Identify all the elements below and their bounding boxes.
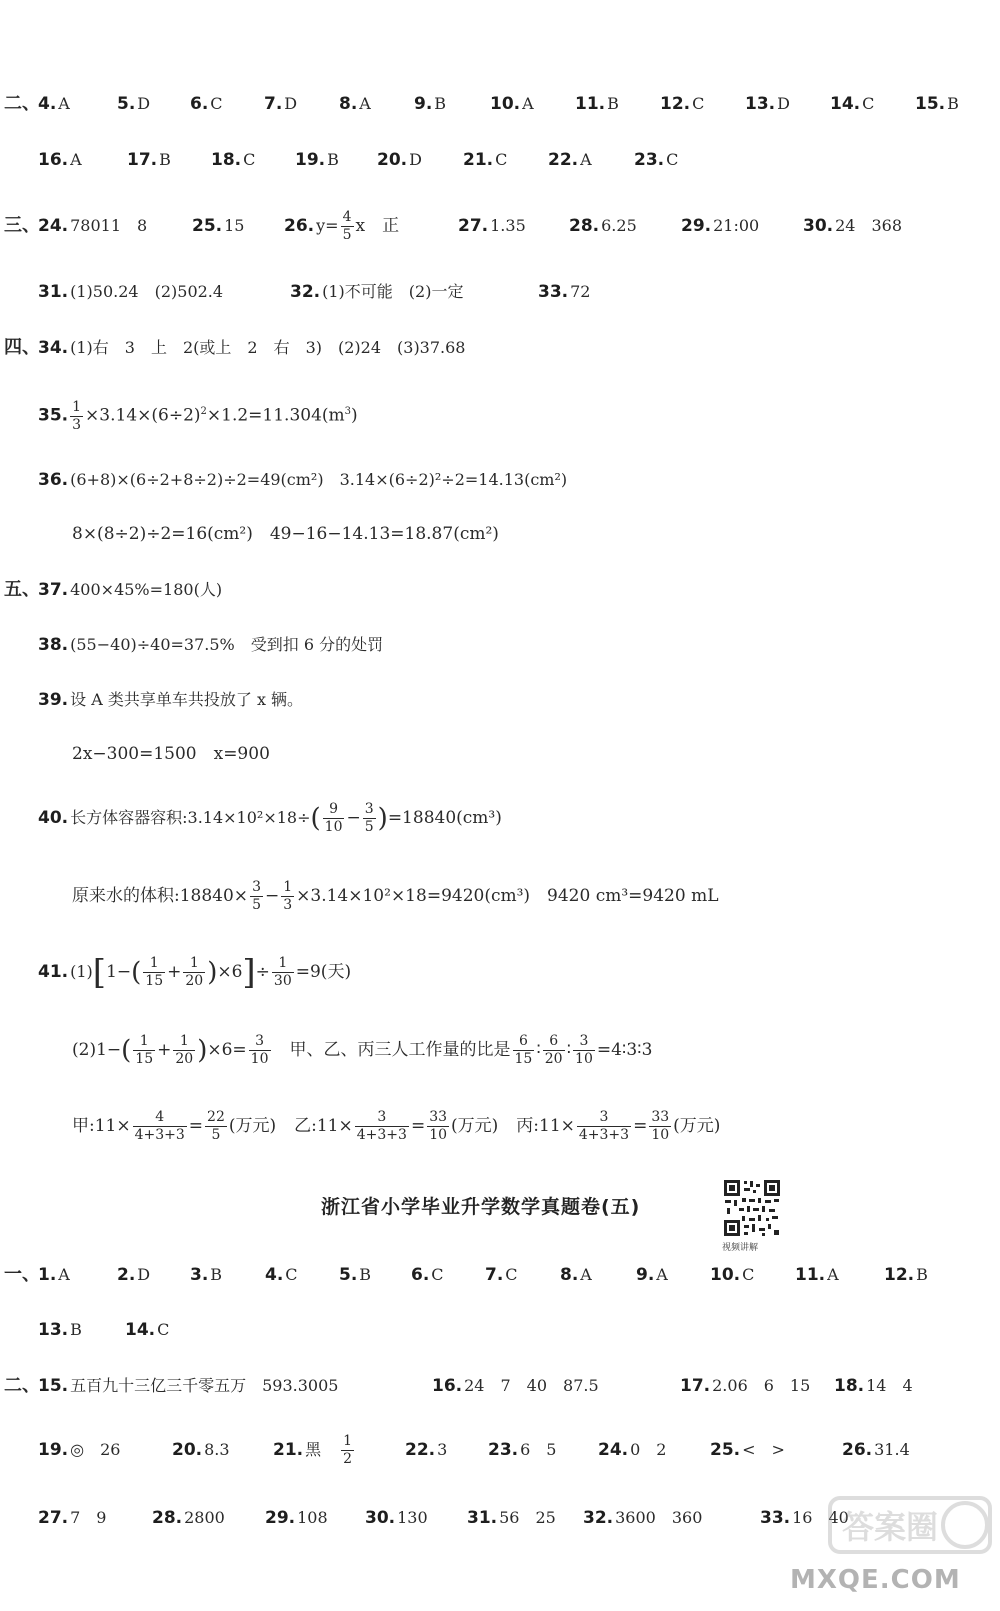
- answer-row-5a-38: [0, 627, 1000, 663]
- section-prefix: 五、: [4, 579, 40, 600]
- answer-item: 16. 24 7 40 87.5: [432, 1376, 599, 1396]
- fraction: $\frac{3}{4+3+3}$: [578, 1109, 630, 1143]
- watermark-logo-text: 答案圈: [842, 1508, 939, 1546]
- answer-item: 34. (1)右 3 上 2(或上 2 右 3) (2)24 (3)37.68: [38, 338, 466, 358]
- answer-item: 9. B: [414, 94, 447, 114]
- answer-item: 31. 56 25: [467, 1508, 556, 1528]
- fraction: $\frac{3}{5}$: [364, 801, 374, 835]
- answer-item: 26. 31.4: [842, 1440, 910, 1460]
- answer-item: 39. 设 A 类共享单车共投放了 x 辆。: [38, 690, 304, 710]
- answer-item: 14. C: [830, 94, 875, 114]
- answer-item: 29. 108: [265, 1508, 328, 1528]
- answer-item: 13. B: [38, 1320, 82, 1340]
- answer-item: 7. C: [485, 1265, 518, 1285]
- fraction: $\frac{3}{4+3+3}$: [356, 1109, 407, 1143]
- answer-item: 11. B: [575, 94, 619, 114]
- answer-item: 32. 3600 360: [583, 1508, 703, 1528]
- answer-item: 23. 6 5: [488, 1440, 557, 1460]
- answer-row-5a-39: [0, 682, 1000, 718]
- answer-item: 15. B: [915, 94, 959, 114]
- answer-line: (2)1−( $\frac{1}{15}$ + $\frac{1}{20}$ )×6= $\frac{3}{10}$ 甲、乙、丙三人工作量的比是 $\frac{6}{15}$ ∶ $\frac{6}{20}$ ∶ $\frac{3}{10}$ =4∶3∶3: [72, 1033, 653, 1067]
- answer-item: 22. A: [548, 150, 592, 170]
- answer-item: 14. C: [125, 1320, 170, 1340]
- answer-item: 16. A: [38, 150, 82, 170]
- answer-row-5a-40b: [0, 878, 1000, 914]
- fraction: $\frac{1}{20}$: [185, 955, 204, 989]
- answer-item: 19. B: [295, 150, 339, 170]
- answer-row-3a-2: [0, 274, 1000, 310]
- section-prefix: 一、: [4, 1264, 40, 1285]
- fraction: $\frac{22}{5}$: [207, 1109, 225, 1143]
- answer-row-5a-39b: [0, 736, 1000, 772]
- answer-item: 28. 6.25: [569, 216, 637, 236]
- answer-item: 11. A: [795, 1265, 839, 1285]
- fraction: $\frac{9}{10}$: [324, 801, 343, 835]
- watermark-text: MXQE.COM: [790, 1565, 961, 1595]
- answer-row-2a-2: [0, 142, 1000, 178]
- fraction: $\frac{1}{15}$: [135, 1033, 154, 1067]
- answer-row-5a-40: [0, 800, 1000, 836]
- answer-item: 7. D: [264, 94, 298, 114]
- qr-code-icon[interactable]: [722, 1178, 782, 1238]
- answer-line: 8×(8÷2)÷2=16(cm²) 49−16−14.13=18.87(cm²): [72, 524, 499, 544]
- fraction: $\frac{1}{30}$: [273, 955, 292, 989]
- fraction: $\frac{3}{10}$: [575, 1033, 593, 1067]
- answer-item: 25. 15: [192, 216, 245, 236]
- answer-item: 17. B: [127, 150, 171, 170]
- fraction: $\frac{6}{15}$: [514, 1033, 533, 1067]
- answer-item: 32. (1)不可能 (2)一定: [290, 282, 464, 302]
- answer-item: 41. (1)[1−( $\frac{1}{15}$ + $\frac{1}{20}$ )×6]÷ $\frac{1}{30}$ =9(天): [38, 952, 352, 993]
- answer-item: 19. ◎ 26: [38, 1440, 121, 1460]
- answer-item: 12. C: [660, 94, 705, 114]
- answer-item: 15. 五百九十三亿三千零五万 593.3005: [38, 1376, 339, 1396]
- answer-item: 10. A: [490, 94, 534, 114]
- answer-item: 33. 72: [538, 282, 591, 302]
- answer-item: 35. $\frac{1}{3}$ $\times 3.14\times(6\div 2)^2\times 1.2=11.304(m^3)$: [38, 398, 358, 433]
- answer-item: 21. C: [463, 150, 508, 170]
- fraction: $\frac{1}{2}$: [343, 1433, 353, 1467]
- fraction: $\frac{1}{15}$: [145, 955, 164, 989]
- answer-item: 29. 21:00: [681, 216, 760, 236]
- section-prefix: 二、: [4, 93, 40, 114]
- answer-item: 30. 24 368: [803, 216, 903, 236]
- fraction: $\frac{3}{10}$: [250, 1033, 269, 1067]
- section-prefix: 三、: [4, 215, 40, 236]
- answer-row-4a-36: [0, 462, 1000, 498]
- answer-row-5p-4: [0, 1432, 1000, 1468]
- answer-item: 13. D: [745, 94, 790, 114]
- answer-item: 8. A: [560, 1265, 592, 1285]
- answer-line: 原来水的体积:18840× $\frac{3}{5}$ − $\frac{1}{3}$ ×3.14×10²×18=9420(cm³) 9420 cm³=9420 mL: [72, 879, 719, 913]
- fraction: $\frac{4}{4+3+3}$: [134, 1109, 185, 1143]
- answer-item: 5. D: [117, 94, 151, 114]
- answer-item: 1. A: [38, 1265, 70, 1285]
- answer-item: 5. B: [339, 1265, 372, 1285]
- answer-item: 27. 7 9: [38, 1508, 107, 1528]
- answer-item: 9. A: [636, 1265, 668, 1285]
- answer-item: 31. (1)50.24 (2)502.4: [38, 282, 224, 302]
- answer-item: 12. B: [884, 1265, 928, 1285]
- answer-item: 3. B: [190, 1265, 223, 1285]
- section-prefix: 四、: [4, 337, 40, 358]
- answer-row-5a-41b: [0, 1032, 1000, 1068]
- section-prefix: 二、: [4, 1375, 40, 1396]
- answer-item: 38. (55−40)÷40=37.5% 受到扣 6 分的处罚: [38, 635, 384, 655]
- answer-row-5a-41c: [0, 1108, 1000, 1144]
- answer-item: 23. C: [634, 150, 679, 170]
- answer-item: 26. y= $\frac{4}{5}$ x 正: [284, 209, 400, 243]
- answer-line: 2x−300=1500 x=900: [72, 744, 270, 764]
- answer-row-3a-1: [0, 208, 1000, 244]
- answer-item: 20. D: [377, 150, 422, 170]
- answer-item: 37. 400×45%=180(人): [38, 580, 223, 600]
- answer-row-5a-41: [0, 952, 1000, 993]
- answer-line: 甲:11× $\frac{4}{4+3+3}$ = $\frac{22}{5}$ (万元) 乙:11× $\frac{3}{4+3+3}$ = $\frac{33}{10}$ (万元) 丙:11× $\frac{3}{4+3+3}$ = $\frac{33}{10}$ (万元): [72, 1109, 721, 1143]
- fraction: $\frac{6}{20}$: [544, 1033, 563, 1067]
- answer-item: 6. C: [190, 94, 223, 114]
- answer-row-4a-34: [0, 330, 1000, 366]
- answer-row-4a-35: [0, 394, 1000, 433]
- answer-item: 33. 16 40: [760, 1508, 849, 1528]
- fraction: $\frac{4}{5}$: [342, 209, 352, 243]
- answer-row-5p-2: [0, 1312, 1000, 1348]
- qr-caption: 视频讲解: [722, 1243, 759, 1253]
- answer-item: 20. 8.3: [172, 1440, 230, 1460]
- fraction: $\frac{1}{20}$: [175, 1033, 194, 1067]
- answer-row-5p-3: [0, 1368, 1000, 1404]
- answer-item: 10. C: [710, 1265, 755, 1285]
- answer-item: 8. A: [339, 94, 371, 114]
- answer-item: 22. 3: [405, 1440, 448, 1460]
- answer-item: 27. 1.35: [458, 216, 526, 236]
- fraction: $\frac{33}{10}$: [651, 1109, 670, 1143]
- answer-item: 30. 130: [365, 1508, 428, 1528]
- fraction: $\frac{33}{10}$: [429, 1109, 448, 1143]
- answer-item: 2. D: [117, 1265, 151, 1285]
- answer-item: 36. (6+8)×(6÷2+8÷2)÷2=49(cm²) 3.14×(6÷2)²÷2=14.13(cm²): [38, 470, 568, 490]
- answer-item: 24. 0 2: [598, 1440, 667, 1460]
- fraction: $\frac{1}{3}$: [72, 398, 82, 433]
- answer-item: 28. 2800: [152, 1508, 225, 1528]
- answer-item: 18. C: [211, 150, 256, 170]
- answer-item: 25. < >: [710, 1440, 785, 1460]
- paper-title: 浙江省小学毕业升学数学真题卷(五): [321, 1196, 641, 1218]
- answer-item: 4. C: [265, 1265, 298, 1285]
- answer-item: 24. 78011 8: [38, 216, 148, 236]
- answer-row-5a-37: [0, 572, 1000, 608]
- answer-row-5p-1: [0, 1257, 1000, 1293]
- answer-item: 6. C: [411, 1265, 444, 1285]
- answer-item: 17. 2.06 6 15: [680, 1376, 811, 1396]
- answer-item: 18. 14 4: [834, 1376, 913, 1396]
- answer-row-4a-36b: [0, 516, 1000, 552]
- answer-item: 40. 长方体容器容积:3.14×10²×18÷( $\frac{9}{10}$ − $\frac{3}{5}$ )=18840(cm³): [38, 801, 502, 835]
- answer-item: 21. 黑 $\frac{1}{2}$: [273, 1433, 353, 1467]
- answer-item: 4. A: [38, 94, 70, 114]
- fraction: $\frac{3}{5}$: [252, 879, 261, 913]
- answer-row-2a-1: [0, 86, 1000, 122]
- fraction: $\frac{1}{3}$: [283, 879, 293, 913]
